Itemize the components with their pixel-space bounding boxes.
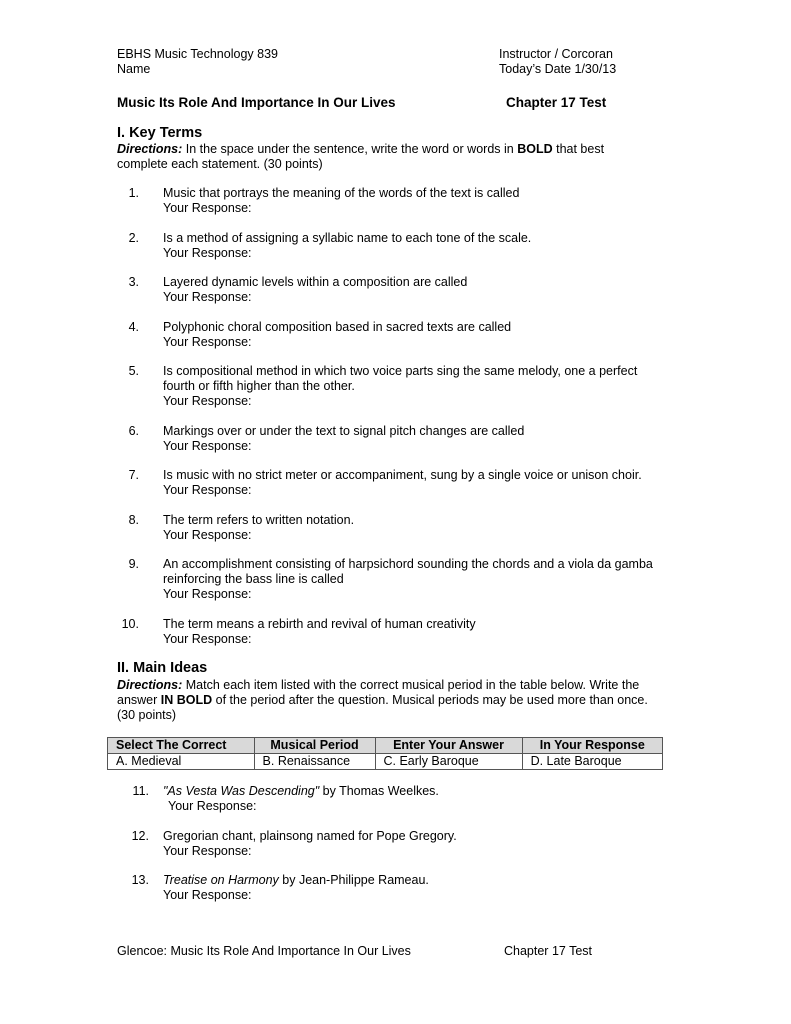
course-label: EBHS Music Technology 839 (117, 47, 278, 61)
question-number: 10. (121, 617, 139, 631)
work-title: Treatise on Harmony (163, 873, 279, 887)
response-label: Your Response: (163, 201, 252, 215)
question-text (163, 873, 633, 888)
question-11 (117, 784, 677, 829)
response-label: Your Response: (163, 246, 252, 260)
response-label: Your Response: (168, 799, 257, 813)
section-1-heading: I. Key Terms (117, 125, 203, 141)
table-cell: D. Late Baroque (522, 754, 662, 770)
response-label: Your Response: (163, 394, 252, 408)
question-9 (117, 557, 677, 617)
question-number: 3. (128, 275, 139, 289)
response-label: Your Response: (163, 888, 252, 902)
section-2-directions (117, 678, 665, 723)
question-text: Polyphonic choral composition based in sacred texts are called (163, 320, 512, 334)
question-number: 5. (128, 364, 139, 378)
table-row (108, 754, 663, 770)
test-title: Music Its Role And Importance In Our Lives (117, 95, 396, 110)
response-label: Your Response: (163, 632, 252, 646)
footer-left: Glencoe: Music Its Role And Importance In Our Lives (117, 944, 411, 958)
question-2 (117, 231, 677, 276)
question-number: 8. (128, 513, 139, 527)
question-10 (117, 617, 677, 662)
footer-right: Chapter 17 Test (504, 944, 593, 958)
question-text (163, 784, 633, 799)
question-number: 13. (131, 873, 149, 887)
question-text: Is a method of assigning a syllabic name to each tone of the scale. (163, 231, 532, 245)
question-number: 2. (128, 231, 139, 245)
question-number: 11. (132, 784, 149, 798)
directions-label: Directions: (117, 142, 183, 156)
question-text: Layered dynamic levels within a composition are called (163, 275, 468, 289)
response-label: Your Response: (163, 844, 252, 858)
response-label: Your Response: (163, 483, 252, 497)
question-text-rest: by Jean-Philippe Rameau. (278, 873, 429, 887)
chapter-title: Chapter 17 Test (506, 95, 607, 110)
response-label: Your Response: (163, 290, 252, 304)
question-8 (117, 513, 677, 558)
directions-bold: IN BOLD (160, 693, 213, 707)
question-6 (117, 424, 677, 469)
question-text-continued: reinforcing the bass line is called (163, 572, 344, 586)
instructor-label: Instructor / Corcoran (499, 47, 613, 61)
table-cell: C. Early Baroque (375, 754, 522, 770)
question-text-continued: fourth or fifth higher than the other. (163, 379, 355, 393)
question-4 (117, 320, 677, 365)
question-text: An accomplishment consisting of harpsichord sounding the chords and a viola da gamba (163, 557, 653, 571)
section-2-heading: II. Main Ideas (117, 660, 208, 676)
question-text-rest: by Thomas Weelkes. (319, 784, 439, 798)
question-text: Gregorian chant, plainsong named for Pope Gregory. (163, 829, 457, 843)
question-text: Is compositional method in which two voice parts sing the same melody, one a perfect (163, 364, 638, 378)
table-header-row (108, 738, 663, 754)
response-label: Your Response: (163, 335, 252, 349)
question-7 (117, 468, 677, 513)
question-text: Markings over or under the text to signal pitch changes are called (163, 424, 525, 438)
directions-text-2: that best complete each statement. (30 points) (117, 142, 605, 171)
question-number: 4. (128, 320, 139, 334)
table-cell: A. Medieval (108, 754, 255, 770)
directions-label: Directions: (117, 678, 183, 692)
question-text: Is music with no strict meter or accompaniment, sung by a single voice or unison choir. (163, 468, 642, 482)
question-number: 1. (128, 186, 139, 200)
response-label: Your Response: (163, 528, 252, 542)
question-text: The term means a rebirth and revival of human creativity (163, 617, 476, 631)
section-1-directions (117, 142, 637, 172)
question-1 (117, 186, 677, 231)
table-header-cell: Enter Your Answer (375, 738, 522, 754)
table-header-cell: In Your Response (522, 738, 662, 754)
question-text: Music that portrays the meaning of the words of the text is called (163, 186, 520, 200)
question-text: The term refers to written notation. (163, 513, 355, 527)
question-13 (117, 873, 677, 918)
question-number: 7. (128, 468, 139, 482)
question-3 (117, 275, 677, 320)
table-cell: B. Renaissance (254, 754, 375, 770)
question-5 (117, 364, 677, 424)
date-label: Today’s Date 1/30/13 (499, 62, 617, 76)
directions-bold: BOLD (517, 142, 553, 156)
directions-text-2: of the period after the question. Musical periods may be used more than once. (30 points) (117, 693, 648, 722)
table-header-cell: Musical Period (254, 738, 375, 754)
name-label: Name (117, 62, 151, 76)
musical-periods-table (107, 737, 663, 770)
question-number: 9. (128, 557, 139, 571)
response-label: Your Response: (163, 439, 252, 453)
question-number: 12. (131, 829, 149, 843)
work-title: "As Vesta Was Descending" (163, 784, 320, 798)
question-12 (117, 829, 677, 874)
response-label: Your Response: (163, 587, 252, 601)
table-header-cell: Select The Correct (108, 738, 255, 754)
question-number: 6. (128, 424, 139, 438)
directions-text-1: Match each item listed with the correct musical period in the table below. Write the answer (117, 678, 640, 707)
directions-text-1: In the space under the sentence, write the word or words in (182, 142, 518, 156)
